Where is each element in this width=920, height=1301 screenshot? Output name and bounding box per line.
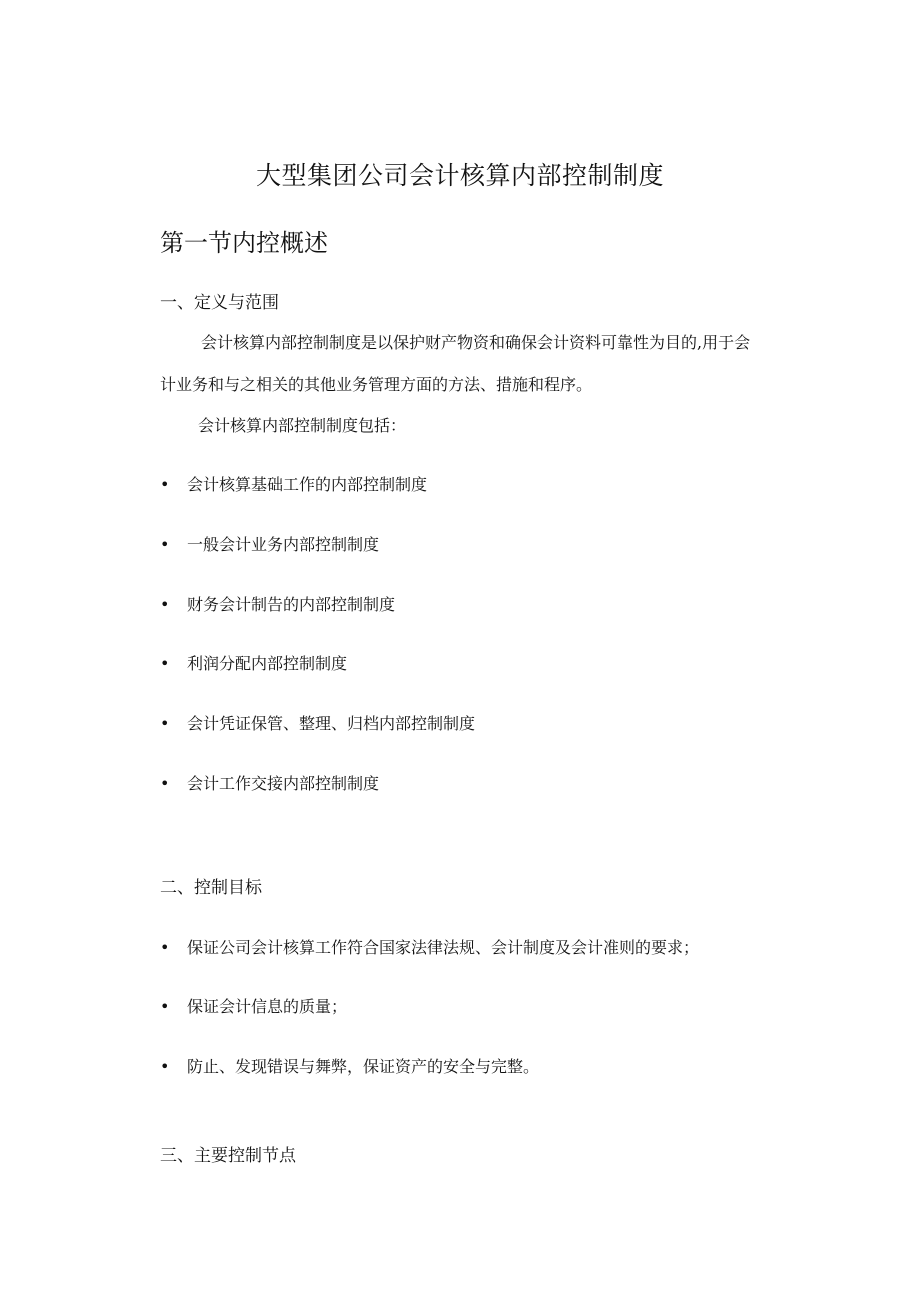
section-heading-objectives: 二、控制目标 <box>160 878 262 898</box>
list-item: • 保证会计信息的质量； <box>160 997 348 1016</box>
bullet-icon: • <box>160 535 170 554</box>
bullet-icon: • <box>160 774 170 793</box>
section-heading-control-points: 三、主要控制节点 <box>160 1146 296 1166</box>
bullet-icon: • <box>160 938 170 957</box>
list-item: • 财务会计制告的内部控制制度 <box>160 595 396 614</box>
list-item: • 会计核算基础工作的内部控制制度 <box>160 475 428 494</box>
document-title: 大型集团公司会计核算内部控制制度 <box>255 161 664 190</box>
bullet-icon: • <box>160 997 170 1016</box>
paragraph-intro: 会计核算内部控制制度包括： <box>198 416 407 435</box>
bullet-icon: • <box>160 475 170 494</box>
list-item: • 一般会计业务内部控制制度 <box>160 535 380 554</box>
paragraph-line: 会计核算内部控制制度是以保护财产物资和确保会计资料可靠性为目的,用于会 <box>201 333 751 352</box>
bullet-icon: • <box>160 1057 170 1076</box>
bullet-icon: • <box>160 714 170 733</box>
chapter-title: 第一节内控概述 <box>160 229 328 257</box>
paragraph-line: 计业务和与之相关的其他业务管理方面的方法、措施和程序。 <box>160 375 593 394</box>
bullet-icon: • <box>160 595 170 614</box>
list-item: • 会计工作交接内部控制制度 <box>160 774 380 793</box>
list-item: • 保证公司会计核算工作符合国家法律法规、会计制度及会计准则的要求； <box>160 938 700 957</box>
section-heading-definition: 一、定义与范围 <box>160 293 279 313</box>
list-item: • 会计凭证保管、整理、归档内部控制制度 <box>160 714 476 733</box>
bullet-icon: • <box>160 654 170 673</box>
list-item: • 利润分配内部控制制度 <box>160 654 348 673</box>
list-item: • 防止、发现错误与舞弊，保证资产的安全与完整。 <box>160 1057 540 1076</box>
